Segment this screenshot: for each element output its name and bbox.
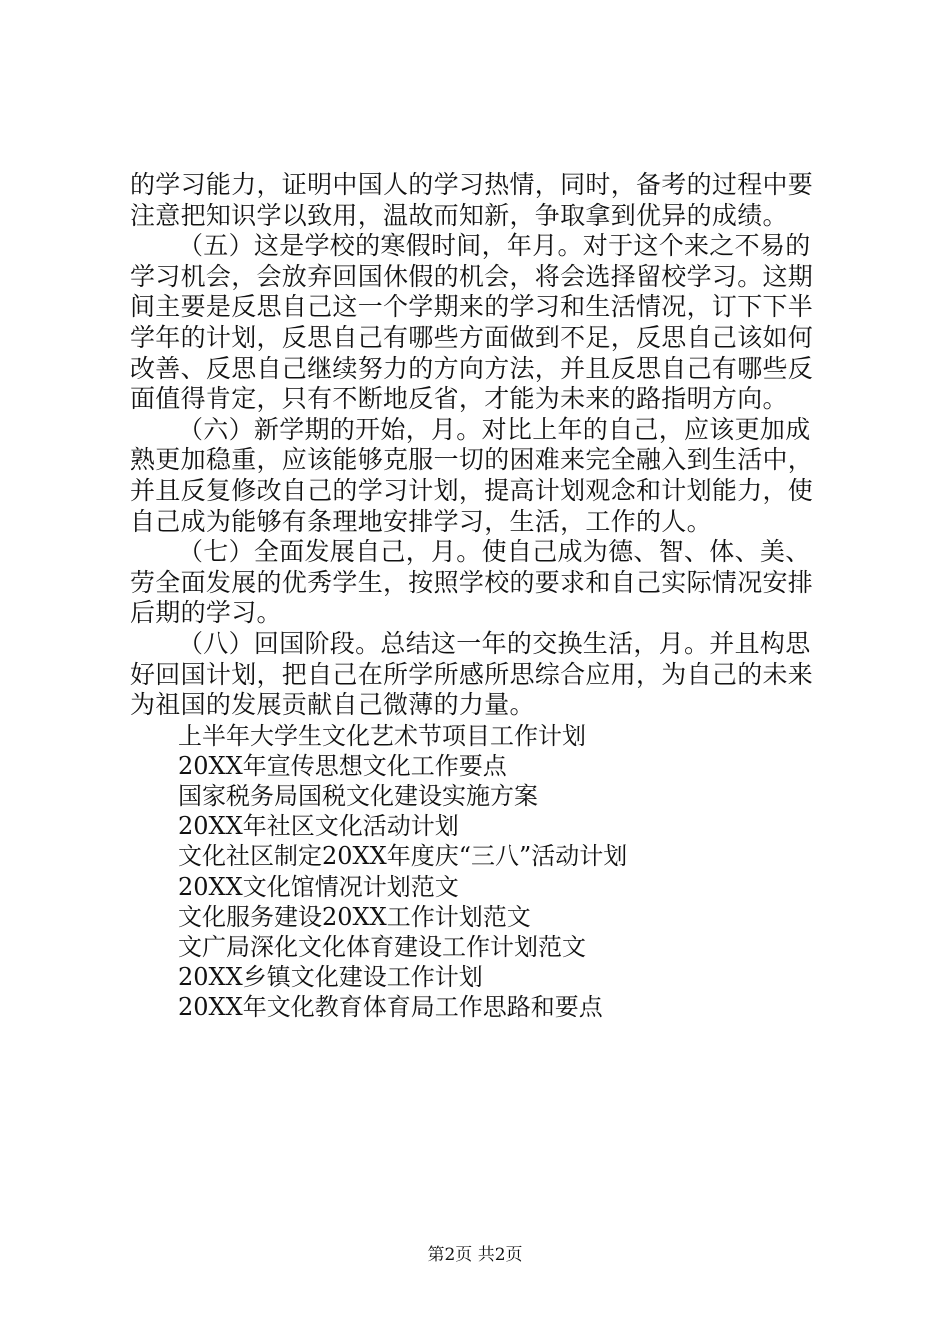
related-link-item[interactable]: 20XX乡镇文化建设工作计划 xyxy=(178,963,483,992)
text-line: 自己成为能够有条理地安排学习，生活，工作的人。 xyxy=(130,506,712,536)
text-line: 熟更加稳重，应该能够克服一切的困难来完全融入到生活中， xyxy=(130,445,814,475)
related-link-item[interactable]: 上半年大学生文化艺术节项目工作计划 xyxy=(178,721,586,750)
text-line: 学年的计划，反思自己有哪些方面做到不足，反思自己该如何 xyxy=(130,322,814,352)
related-link-item[interactable]: 20XX年宣传思想文化工作要点 xyxy=(178,751,507,780)
text-line: 好回国计划，把自己在所学所感所思综合应用，为自己的未来 xyxy=(130,659,814,689)
text-line: （六）新学期的开始，月。对比上年的自己，应该更加成 xyxy=(178,414,811,444)
related-link-item[interactable]: 20XX年文化教育体育局工作思路和要点 xyxy=(178,993,603,1022)
related-link-item[interactable]: 20XX年社区文化活动计划 xyxy=(178,812,459,841)
text-line: 并且反复修改自己的学习计划，提高计划观念和计划能力，使 xyxy=(130,475,814,505)
related-link-item[interactable]: 文广局深化文化体育建设工作计划范文 xyxy=(178,933,586,961)
text-line: 劳全面发展的优秀学生，按照学校的要求和自己实际情况安排 xyxy=(130,567,814,597)
related-link-item[interactable]: 文化社区制定20XX年度庆“三八”活动计划 xyxy=(178,842,628,871)
text-line: （七）全面发展自己，月。使自己成为德、智、体、美、 xyxy=(178,537,811,567)
related-links-list xyxy=(130,721,830,1023)
text-line: 注意把知识学以致用，温故而知新，争取拿到优异的成绩。 xyxy=(130,200,788,230)
related-link-item[interactable]: 20XX文化馆情况计划范文 xyxy=(178,872,459,901)
related-link-item[interactable]: 文化服务建设20XX工作计划范文 xyxy=(178,902,531,931)
text-line: 后期的学习。 xyxy=(130,598,282,628)
text-line: 的学习能力，证明中国人的学习热情，同时，备考的过程中要 xyxy=(130,170,814,199)
text-line: （五）这是学校的寒假时间，年月。对于这个来之不易的 xyxy=(178,231,811,261)
text-line: 改善、反思自己继续努力的方向方法，并且反思自己有哪些反 xyxy=(130,353,814,383)
text-line: （八）回国阶段。总结这一年的交换生活，月。并且构思 xyxy=(178,628,811,658)
text-line: 面值得肯定，只有不断地反省，才能为未来的路指明方向。 xyxy=(130,384,788,414)
text-line: 为祖国的发展贡献自己微薄的力量。 xyxy=(130,690,535,720)
paragraph-block xyxy=(130,170,830,721)
text-line: 间主要是反思自己这一个学期来的学习和生活情况，订下下半 xyxy=(130,292,814,322)
text-line: 学习机会，会放弃回国休假的机会，将会选择留校学习。这期 xyxy=(130,261,814,291)
related-link-item[interactable]: 国家税务局国税文化建设实施方案 xyxy=(178,782,538,811)
document-body xyxy=(130,170,830,1023)
page-footer: 第2页 共2页 xyxy=(427,1245,523,1265)
